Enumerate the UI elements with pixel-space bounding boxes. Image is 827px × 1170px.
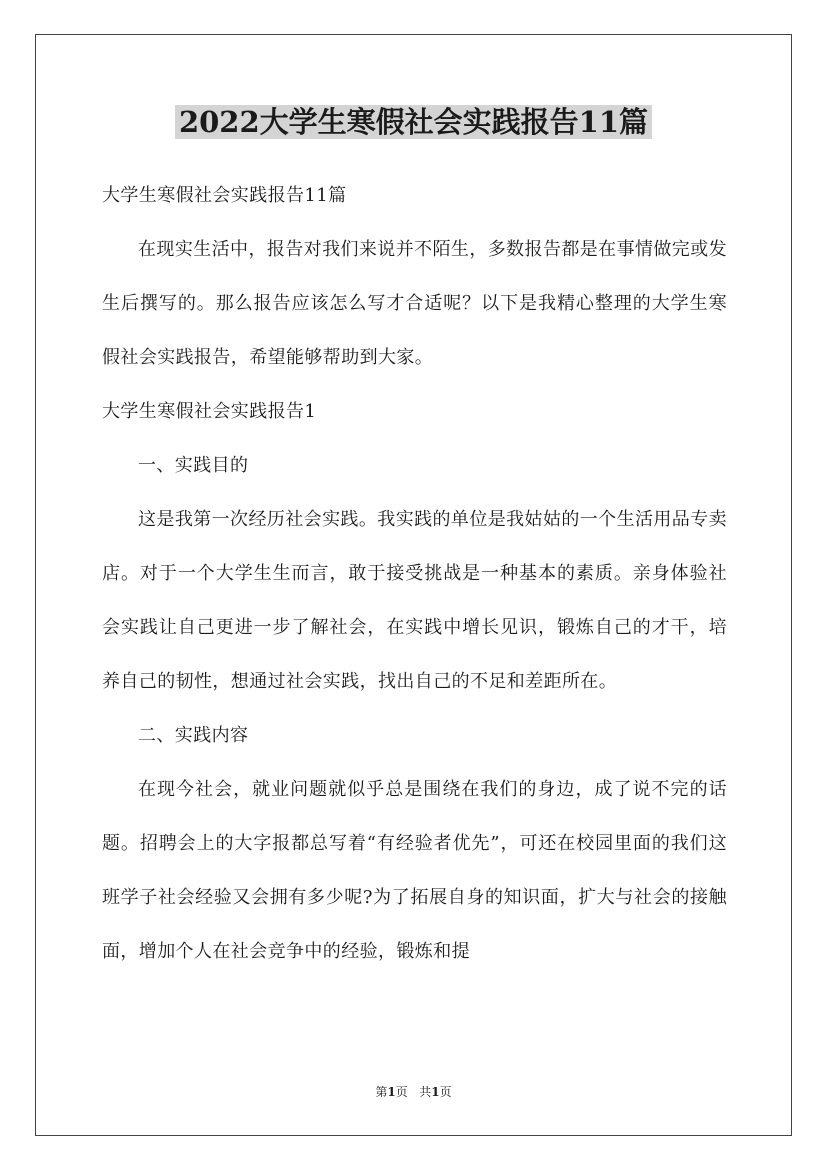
paragraph: 在现今社会，就业问题就似乎总是围绕在我们的身边，成了说不完的话题。招聘会上的大字报都总写着“有经验者优先”，可还在校园里面的我们这班学子社会经验又会拥有多少呢?为了拓展自身的知识面，扩大与社会的接触面，增加个人在社会竞争中的经验，锻炼和提 <box>102 779 727 962</box>
paragraph: 在现实生活中，报告对我们来说并不陌生，多数报告都是在事情做完或发生后撰写的。那么报告应该怎么写才合适呢？以下是我精心整理的大学生寒假社会实践报告，希望能够帮助到大家。 <box>102 239 727 368</box>
footer-page-prefix: 第 <box>375 1085 388 1099</box>
section-heading: 二、实践内容 <box>138 725 249 746</box>
page-footer <box>0 1084 827 1100</box>
section-heading: 一、实践目的 <box>138 455 249 476</box>
document-title <box>0 99 827 145</box>
paragraph: 大学生寒假社会实践报告11篇 <box>102 185 347 206</box>
footer-total-number: 1 <box>431 1085 440 1099</box>
document-title-text: 2022大学生寒假社会实践报告11篇 <box>175 105 652 139</box>
footer-total-suffix: 页 <box>439 1085 452 1099</box>
paragraph: 这是我第一次经历社会实践。我实践的单位是我姑姑的一个生活用品专卖店。对于一个大学生生而言，敢于接受挑战是一种基本的素质。亲身体验社会实践让自己更进一步了解社会，在实践中增长见识，锻炼自己的才干，培养自己的韧性，想通过社会实践，找出自己的不足和差距所在。 <box>102 509 727 692</box>
footer-page-suffix: 页 <box>395 1085 408 1099</box>
document-body <box>102 169 727 979</box>
paragraph: 大学生寒假社会实践报告1 <box>102 401 317 422</box>
footer-total-prefix: 共 <box>419 1085 432 1099</box>
footer-page-number: 1 <box>387 1085 396 1099</box>
